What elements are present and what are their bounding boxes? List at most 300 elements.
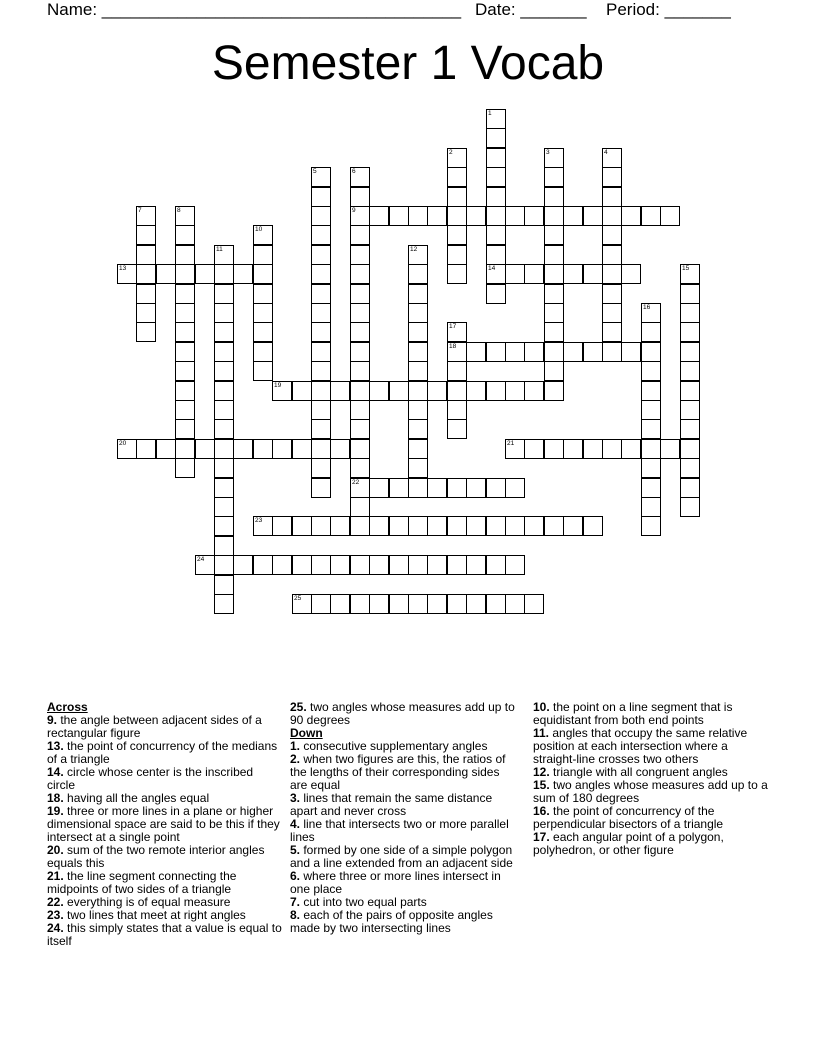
grid-cell[interactable]	[641, 419, 661, 439]
grid-cell[interactable]	[505, 594, 525, 614]
across-clue	[47, 714, 282, 740]
grid-cell[interactable]	[233, 264, 253, 284]
grid-cell[interactable]	[408, 342, 428, 362]
grid-cell[interactable]	[253, 516, 273, 536]
grid-cell[interactable]	[447, 148, 467, 168]
grid-cell[interactable]	[311, 284, 331, 304]
grid-cell[interactable]	[427, 206, 447, 226]
grid-cell[interactable]	[602, 225, 622, 245]
grid-cell[interactable]	[253, 322, 273, 342]
grid-cell[interactable]	[408, 458, 428, 478]
grid-cell[interactable]	[621, 342, 641, 362]
grid-cell[interactable]	[486, 342, 506, 362]
grid-cell[interactable]	[136, 322, 156, 342]
grid-cell[interactable]	[583, 439, 603, 459]
grid-cell[interactable]	[641, 400, 661, 420]
grid-cell[interactable]	[175, 419, 195, 439]
grid-cell[interactable]	[447, 419, 467, 439]
grid-cell[interactable]	[486, 206, 506, 226]
grid-cell[interactable]	[680, 419, 700, 439]
grid-cell[interactable]	[253, 555, 273, 575]
grid-cell[interactable]	[641, 478, 661, 498]
grid-cell[interactable]	[292, 381, 312, 401]
grid-cell[interactable]	[544, 361, 564, 381]
grid-cell[interactable]	[447, 381, 467, 401]
grid-cell[interactable]	[602, 303, 622, 323]
grid-cell[interactable]	[175, 284, 195, 304]
grid-cell[interactable]	[447, 342, 467, 362]
grid-cell[interactable]	[524, 594, 544, 614]
grid-cell[interactable]	[583, 264, 603, 284]
grid-cell[interactable]	[408, 303, 428, 323]
grid-cell[interactable]	[311, 342, 331, 362]
grid-cell[interactable]	[486, 478, 506, 498]
grid-cell[interactable]	[486, 148, 506, 168]
grid-cell[interactable]	[350, 439, 370, 459]
clue-number: 21	[507, 440, 515, 447]
grid-cell[interactable]	[447, 167, 467, 187]
grid-cell[interactable]	[680, 284, 700, 304]
grid-cell[interactable]	[641, 497, 661, 517]
grid-cell[interactable]	[505, 555, 525, 575]
grid-cell[interactable]	[466, 594, 486, 614]
grid-cell[interactable]	[544, 264, 564, 284]
date-field-label: Date: _______	[475, 0, 587, 19]
grid-cell[interactable]	[389, 594, 409, 614]
grid-cell[interactable]	[369, 478, 389, 498]
grid-cell[interactable]	[350, 206, 370, 226]
grid-cell[interactable]	[214, 245, 234, 265]
grid-cell[interactable]	[621, 264, 641, 284]
grid-cell[interactable]	[292, 516, 312, 536]
grid-cell[interactable]	[660, 439, 680, 459]
grid-cell[interactable]	[136, 206, 156, 226]
grid-cell[interactable]	[408, 284, 428, 304]
grid-cell[interactable]	[583, 516, 603, 536]
grid-cell[interactable]	[214, 516, 234, 536]
grid-cell[interactable]	[117, 439, 137, 459]
grid-cell[interactable]	[680, 439, 700, 459]
grid-cell[interactable]	[486, 594, 506, 614]
grid-cell[interactable]	[466, 342, 486, 362]
grid-cell[interactable]	[486, 128, 506, 148]
grid-cell[interactable]	[136, 225, 156, 245]
down-clue	[533, 727, 768, 766]
grid-cell[interactable]	[563, 439, 583, 459]
grid-cell[interactable]	[408, 419, 428, 439]
grid-cell[interactable]	[408, 361, 428, 381]
grid-cell[interactable]	[524, 206, 544, 226]
grid-cell[interactable]	[311, 322, 331, 342]
grid-cell[interactable]	[544, 206, 564, 226]
clue-number: 9	[352, 207, 356, 214]
grid-cell[interactable]	[602, 342, 622, 362]
grid-cell[interactable]	[311, 206, 331, 226]
grid-cell[interactable]	[563, 206, 583, 226]
grid-cell[interactable]	[214, 575, 234, 595]
grid-cell[interactable]	[156, 439, 176, 459]
grid-cell[interactable]	[486, 109, 506, 129]
grid-cell[interactable]	[369, 555, 389, 575]
grid-cell[interactable]	[195, 555, 215, 575]
grid-cell[interactable]	[253, 439, 273, 459]
grid-cell[interactable]	[350, 478, 370, 498]
grid-cell[interactable]	[408, 439, 428, 459]
grid-cell[interactable]	[272, 439, 292, 459]
grid-cell[interactable]	[175, 322, 195, 342]
grid-cell[interactable]	[505, 264, 525, 284]
across-clue	[47, 766, 282, 792]
grid-cell[interactable]	[563, 264, 583, 284]
grid-cell[interactable]	[680, 497, 700, 517]
grid-cell[interactable]	[175, 264, 195, 284]
grid-cell[interactable]	[641, 516, 661, 536]
grid-cell[interactable]	[680, 458, 700, 478]
grid-cell[interactable]	[602, 187, 622, 207]
grid-cell[interactable]	[350, 594, 370, 614]
grid-cell[interactable]	[214, 555, 234, 575]
grid-cell[interactable]	[505, 381, 525, 401]
grid-cell[interactable]	[486, 187, 506, 207]
grid-cell[interactable]	[447, 187, 467, 207]
grid-cell[interactable]	[350, 264, 370, 284]
grid-cell[interactable]	[350, 497, 370, 517]
grid-cell[interactable]	[563, 342, 583, 362]
grid-cell[interactable]	[680, 361, 700, 381]
grid-cell[interactable]	[524, 342, 544, 362]
grid-cell[interactable]	[350, 381, 370, 401]
grid-cell[interactable]	[602, 439, 622, 459]
grid-cell[interactable]	[272, 555, 292, 575]
grid-cell[interactable]	[136, 439, 156, 459]
grid-cell[interactable]	[641, 458, 661, 478]
grid-cell[interactable]	[214, 381, 234, 401]
grid-cell[interactable]	[350, 167, 370, 187]
grid-cell[interactable]	[427, 555, 447, 575]
grid-cell[interactable]	[408, 381, 428, 401]
grid-cell[interactable]	[447, 400, 467, 420]
grid-cell[interactable]	[253, 303, 273, 323]
grid-cell[interactable]	[136, 264, 156, 284]
grid-cell[interactable]	[214, 284, 234, 304]
grid-cell[interactable]	[214, 303, 234, 323]
grid-cell[interactable]	[544, 516, 564, 536]
grid-cell[interactable]	[466, 206, 486, 226]
grid-cell[interactable]	[544, 439, 564, 459]
grid-cell[interactable]	[641, 206, 661, 226]
grid-cell[interactable]	[330, 381, 350, 401]
grid-cell[interactable]	[175, 361, 195, 381]
grid-cell[interactable]	[369, 516, 389, 536]
grid-cell[interactable]	[408, 264, 428, 284]
grid-cell[interactable]	[350, 458, 370, 478]
grid-cell[interactable]	[524, 439, 544, 459]
grid-cell[interactable]	[447, 516, 467, 536]
grid-cell[interactable]	[408, 245, 428, 265]
grid-cell[interactable]	[195, 264, 215, 284]
grid-cell[interactable]	[311, 187, 331, 207]
grid-cell[interactable]	[505, 439, 525, 459]
grid-cell[interactable]	[427, 478, 447, 498]
grid-cell[interactable]	[175, 381, 195, 401]
grid-cell[interactable]	[311, 303, 331, 323]
grid-cell[interactable]	[350, 322, 370, 342]
grid-cell[interactable]	[136, 303, 156, 323]
clue-text: cut into two equal parts	[300, 895, 427, 909]
grid-cell[interactable]	[175, 225, 195, 245]
grid-cell[interactable]	[175, 439, 195, 459]
grid-cell[interactable]	[408, 555, 428, 575]
clue-text: the point of concurrency of the medians of a triangle	[47, 739, 278, 766]
grid-cell[interactable]	[408, 594, 428, 614]
grid-cell[interactable]	[427, 516, 447, 536]
grid-cell[interactable]	[621, 439, 641, 459]
grid-cell[interactable]	[389, 206, 409, 226]
grid-cell[interactable]	[602, 284, 622, 304]
grid-cell[interactable]	[311, 439, 331, 459]
grid-cell[interactable]	[292, 594, 312, 614]
grid-cell[interactable]	[660, 206, 680, 226]
grid-cell[interactable]	[311, 225, 331, 245]
grid-cell[interactable]	[253, 284, 273, 304]
down-clue	[533, 779, 768, 805]
grid-cell[interactable]	[447, 264, 467, 284]
grid-cell[interactable]	[680, 478, 700, 498]
grid-cell[interactable]	[466, 555, 486, 575]
grid-cell[interactable]	[544, 225, 564, 245]
grid-cell[interactable]	[544, 322, 564, 342]
grid-cell[interactable]	[641, 342, 661, 362]
grid-cell[interactable]	[175, 458, 195, 478]
grid-cell[interactable]	[311, 594, 331, 614]
grid-cell[interactable]	[486, 225, 506, 245]
grid-cell[interactable]	[680, 264, 700, 284]
grid-cell[interactable]	[641, 322, 661, 342]
grid-cell[interactable]	[214, 536, 234, 556]
clue-text: two lines that meet at right angles	[63, 908, 246, 922]
grid-cell[interactable]	[350, 419, 370, 439]
grid-cell[interactable]	[350, 361, 370, 381]
grid-cell[interactable]	[680, 400, 700, 420]
down-clue	[290, 792, 515, 818]
clue-text: angles that occupy the same relative position at each intersection where a straight-line crosses two others	[533, 726, 748, 766]
grid-cell[interactable]	[505, 342, 525, 362]
grid-cell[interactable]	[544, 187, 564, 207]
grid-cell[interactable]	[602, 264, 622, 284]
grid-cell[interactable]	[447, 478, 467, 498]
clue-text: formed by one side of a simple polygon and a line extended from an adjacent side	[290, 843, 513, 870]
grid-cell[interactable]	[544, 245, 564, 265]
clue-number-label: 5.	[290, 843, 301, 857]
grid-cell[interactable]	[602, 206, 622, 226]
grid-cell[interactable]	[408, 400, 428, 420]
grid-cell[interactable]	[486, 167, 506, 187]
grid-cell[interactable]	[447, 225, 467, 245]
grid-cell[interactable]	[602, 148, 622, 168]
grid-cell[interactable]	[466, 381, 486, 401]
grid-cell[interactable]	[330, 555, 350, 575]
grid-cell[interactable]	[563, 516, 583, 536]
grid-cell[interactable]	[505, 478, 525, 498]
grid-cell[interactable]	[680, 342, 700, 362]
grid-cell[interactable]	[311, 419, 331, 439]
grid-cell[interactable]	[136, 245, 156, 265]
grid-cell[interactable]	[233, 555, 253, 575]
clue-number: 17	[449, 323, 457, 330]
grid-cell[interactable]	[602, 167, 622, 187]
grid-cell[interactable]	[350, 187, 370, 207]
grid-cell[interactable]	[602, 245, 622, 265]
clue-number-label: 11.	[533, 726, 550, 740]
grid-cell[interactable]	[253, 361, 273, 381]
grid-cell[interactable]	[486, 264, 506, 284]
grid-cell[interactable]	[680, 303, 700, 323]
grid-cell[interactable]	[544, 148, 564, 168]
grid-cell[interactable]	[447, 555, 467, 575]
grid-cell[interactable]	[311, 400, 331, 420]
grid-cell[interactable]	[175, 303, 195, 323]
grid-cell[interactable]	[330, 594, 350, 614]
grid-cell[interactable]	[311, 245, 331, 265]
clue-text: three or more lines in a plane or higher dimensional space are said to be this if they intersect at a single point	[47, 804, 280, 844]
grid-cell[interactable]	[486, 381, 506, 401]
grid-cell[interactable]	[447, 594, 467, 614]
grid-cell[interactable]	[641, 439, 661, 459]
grid-cell[interactable]	[621, 206, 641, 226]
grid-cell[interactable]	[524, 264, 544, 284]
grid-cell[interactable]	[350, 516, 370, 536]
grid-cell[interactable]	[272, 381, 292, 401]
grid-cell[interactable]	[311, 458, 331, 478]
clues-column-3	[533, 701, 768, 857]
grid-cell[interactable]	[466, 478, 486, 498]
grid-cell[interactable]	[350, 245, 370, 265]
grid-cell[interactable]	[524, 516, 544, 536]
grid-cell[interactable]	[330, 516, 350, 536]
grid-cell[interactable]	[350, 303, 370, 323]
grid-cell[interactable]	[311, 381, 331, 401]
grid-cell[interactable]	[641, 381, 661, 401]
grid-cell[interactable]	[350, 555, 370, 575]
grid-cell[interactable]	[389, 516, 409, 536]
grid-cell[interactable]	[272, 516, 292, 536]
grid-cell[interactable]	[408, 206, 428, 226]
grid-cell[interactable]	[427, 381, 447, 401]
grid-cell[interactable]	[447, 361, 467, 381]
grid-cell[interactable]	[408, 516, 428, 536]
grid-cell[interactable]	[175, 400, 195, 420]
grid-cell[interactable]	[214, 594, 234, 614]
grid-cell[interactable]	[427, 594, 447, 614]
grid-cell[interactable]	[214, 497, 234, 517]
grid-cell[interactable]	[350, 225, 370, 245]
grid-cell[interactable]	[350, 400, 370, 420]
grid-cell[interactable]	[524, 381, 544, 401]
grid-cell[interactable]	[680, 322, 700, 342]
grid-cell[interactable]	[408, 478, 428, 498]
grid-cell[interactable]	[214, 322, 234, 342]
grid-cell[interactable]	[214, 419, 234, 439]
grid-cell[interactable]	[544, 284, 564, 304]
grid-cell[interactable]	[292, 439, 312, 459]
grid-cell[interactable]	[253, 342, 273, 362]
grid-cell[interactable]	[253, 225, 273, 245]
grid-cell[interactable]	[311, 516, 331, 536]
clue-number-label: 25.	[290, 700, 307, 714]
grid-cell[interactable]	[292, 555, 312, 575]
grid-cell[interactable]	[214, 439, 234, 459]
grid-cell[interactable]	[544, 167, 564, 187]
grid-cell[interactable]	[214, 400, 234, 420]
grid-cell[interactable]	[505, 516, 525, 536]
grid-cell[interactable]	[408, 322, 428, 342]
grid-cell[interactable]	[447, 322, 467, 342]
clue-number-label: 20.	[47, 843, 64, 857]
grid-cell[interactable]	[369, 594, 389, 614]
grid-cell[interactable]	[486, 245, 506, 265]
grid-cell[interactable]	[195, 439, 215, 459]
grid-cell[interactable]	[350, 342, 370, 362]
grid-cell[interactable]	[544, 303, 564, 323]
grid-cell[interactable]	[680, 381, 700, 401]
grid-cell[interactable]	[156, 264, 176, 284]
grid-cell[interactable]	[544, 381, 564, 401]
grid-cell[interactable]	[447, 206, 467, 226]
grid-cell[interactable]	[214, 478, 234, 498]
grid-cell[interactable]	[350, 284, 370, 304]
grid-cell[interactable]	[544, 342, 564, 362]
grid-cell[interactable]	[311, 361, 331, 381]
grid-cell[interactable]	[311, 555, 331, 575]
down-clue	[290, 844, 515, 870]
grid-cell[interactable]	[486, 555, 506, 575]
grid-cell[interactable]	[583, 206, 603, 226]
grid-cell[interactable]	[641, 361, 661, 381]
grid-cell[interactable]	[466, 516, 486, 536]
grid-cell[interactable]	[175, 206, 195, 226]
grid-cell[interactable]	[214, 342, 234, 362]
grid-cell[interactable]	[117, 264, 137, 284]
grid-cell[interactable]	[389, 478, 409, 498]
grid-cell[interactable]	[505, 206, 525, 226]
grid-cell[interactable]	[175, 245, 195, 265]
grid-cell[interactable]	[389, 381, 409, 401]
grid-cell[interactable]	[233, 439, 253, 459]
grid-cell[interactable]	[175, 342, 195, 362]
grid-cell[interactable]	[447, 245, 467, 265]
grid-cell[interactable]	[311, 478, 331, 498]
grid-cell[interactable]	[214, 361, 234, 381]
grid-cell[interactable]	[486, 284, 506, 304]
grid-cell[interactable]	[369, 381, 389, 401]
grid-cell[interactable]	[486, 516, 506, 536]
grid-cell[interactable]	[136, 284, 156, 304]
grid-cell[interactable]	[311, 167, 331, 187]
grid-cell[interactable]	[641, 303, 661, 323]
grid-cell[interactable]	[330, 439, 350, 459]
grid-cell[interactable]	[602, 322, 622, 342]
grid-cell[interactable]	[253, 264, 273, 284]
grid-cell[interactable]	[583, 342, 603, 362]
grid-cell[interactable]	[214, 458, 234, 478]
grid-cell[interactable]	[369, 206, 389, 226]
grid-cell[interactable]	[389, 555, 409, 575]
clue-number-label: 8.	[290, 908, 301, 922]
grid-cell[interactable]	[311, 264, 331, 284]
clue-number-label: 16.	[533, 804, 550, 818]
grid-cell[interactable]	[214, 264, 234, 284]
grid-cell[interactable]	[253, 245, 273, 265]
